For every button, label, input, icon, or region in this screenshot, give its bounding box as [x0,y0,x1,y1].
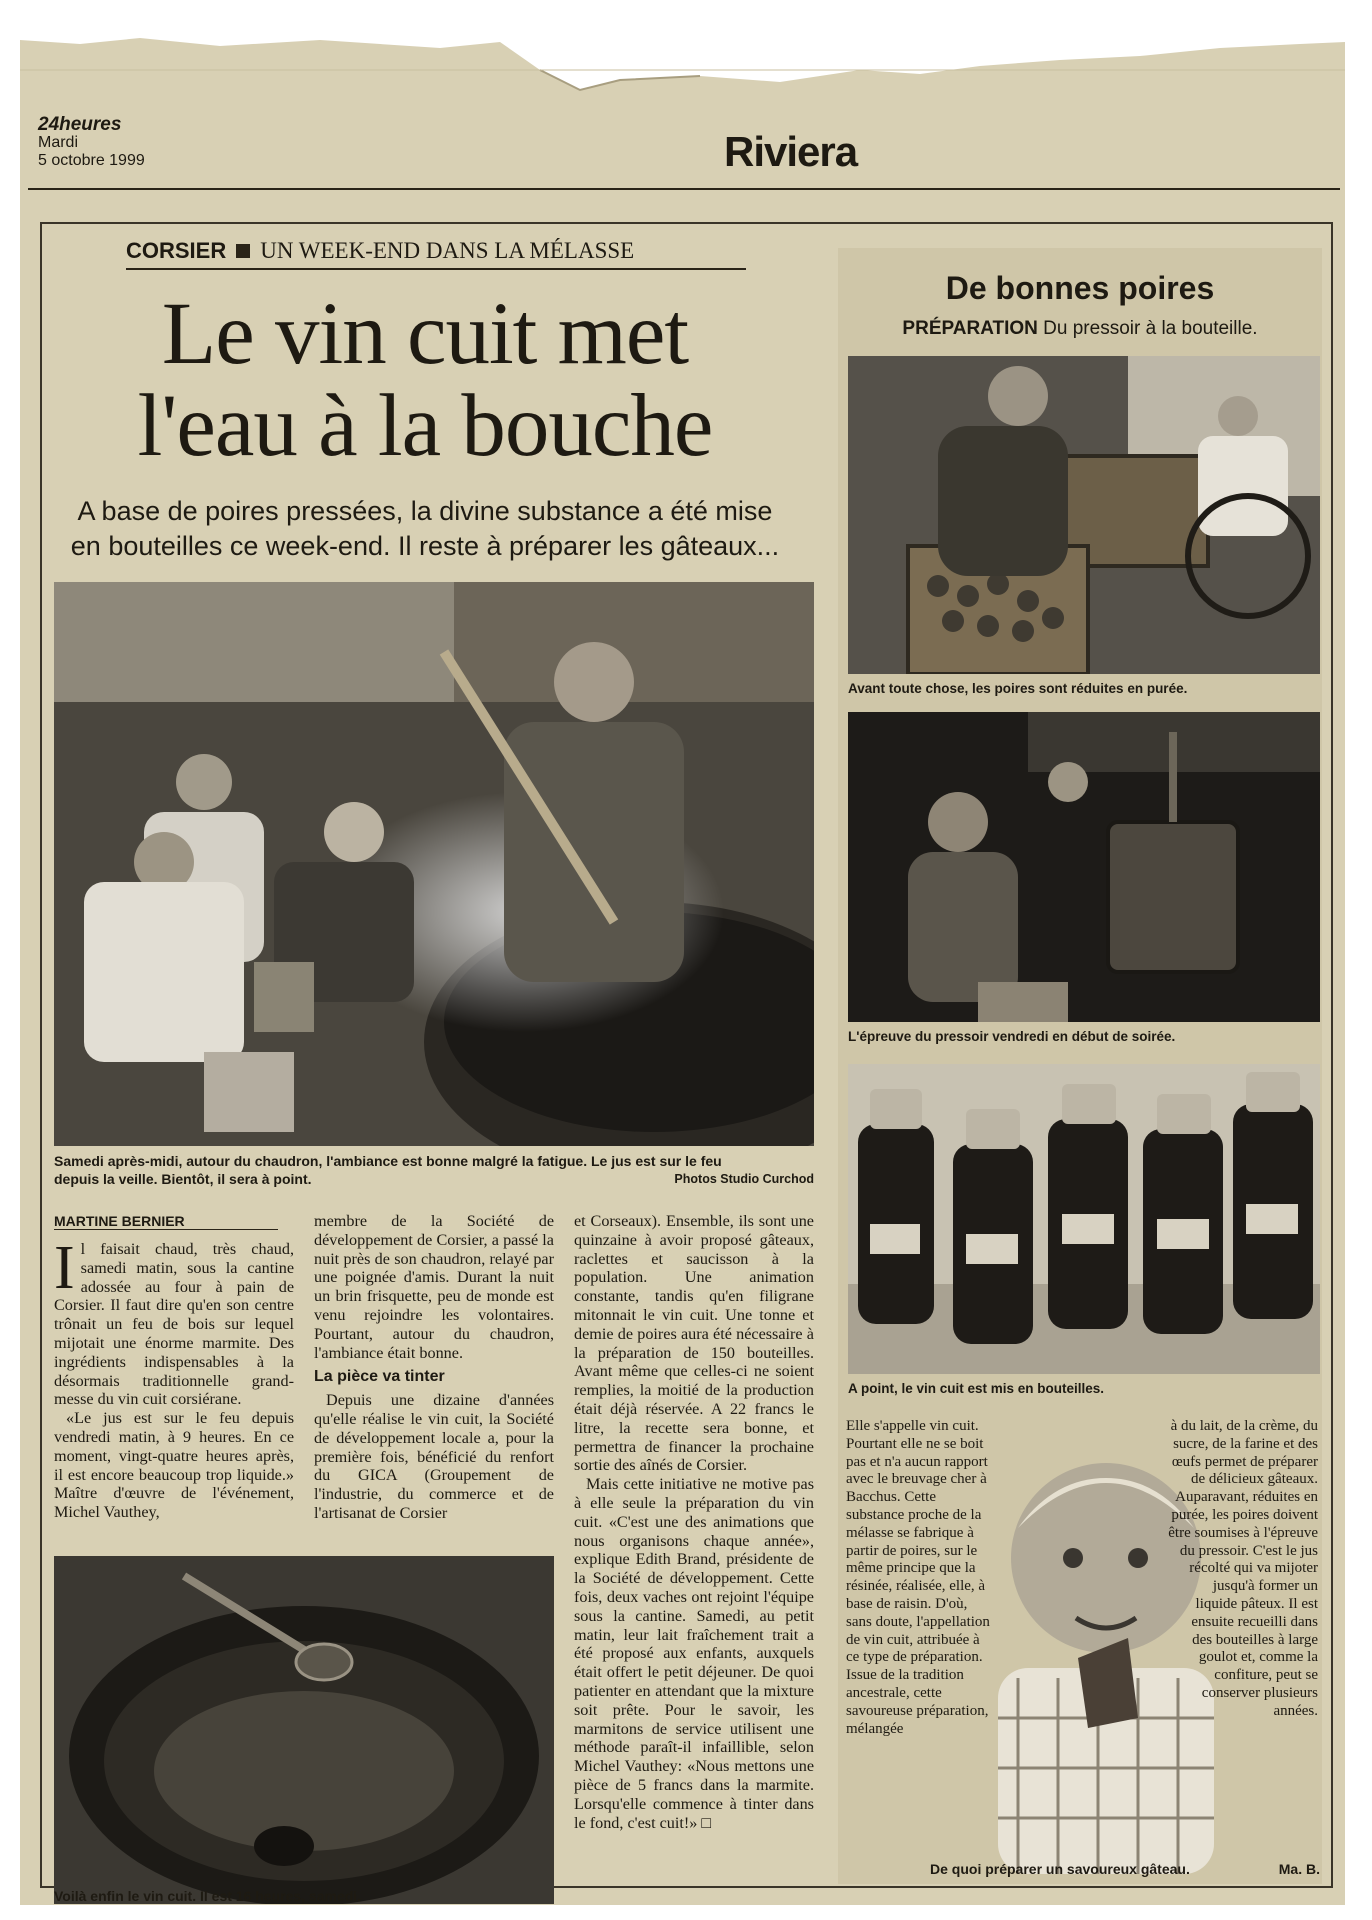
photo-credit: Photos Studio Curchod [674,1172,814,1186]
col3-paragraph-2: Mais cette initiative ne motive pas à elle seule la préparation du vin cuit. «C'est une des animations que nous organisons chaque année», explique Edith Brand, présidente de la Société de développement. Cette fois, deux vaches ont rejoint l'équipe sous la cantine. Samedi, au petit matin, leur lait fraîchement trait a été proposé aux enfants, auxquels était offert le petit déjeuner. De quoi patienter en attendant que la mixture soit prête. Pour le savoir, les marmitons de service utilisent une méthode paraît-il infaillible, selon Michel Vauthey: «Nous mettons une pièce de 5 francs dans la marmite. Lorsqu'elle commence à tinter dans le fond, c'est cuit!» □ [574,1475,814,1832]
masthead-date: 5 octobre 1999 [38,152,145,169]
pot-photo [54,1556,554,1904]
article-column-1 [54,1234,294,1522]
sidebar-left-paragraph: Elle s'appelle vin cuit. Pourtant elle ne se boit pas et n'a aucun rapport avec le breuvage cher à Bacchus. Cette substance proche de la mélasse se fabrique à partir de poires, sur le même principe que la résinée, réalisée, elle, à base de raisin. D'où, sans doute, l'appellation de vin cuit, attribuée à ce type de préparation. Issue de la tradition ancestrale, cette savoureuse préparation, mélangée [846,1418,990,1737]
sidebar-right-paragraph: à du lait, de la crème, du sucre, de la farine et des œufs permet de préparer de délicieux gâteaux. Auparavant, réduites en purée, les poires doivent être soumises à l'épreuve du pressoir. C'est le jus récolté qui va mijoter jusqu'à former un liquide pâteux. Il est ensuite recueilli dans des bouteilles à large goulot et, comme la confiture, peut se conserver plusieurs années. [1168,1418,1318,1719]
sidebar-title: De bonnes poires [945,270,1215,306]
press-caption: Avant toute chose, les poires sont réduites en purée. [848,681,1188,696]
kicker [126,238,746,270]
headline [40,285,810,475]
kicker-place: CORSIER [126,238,227,263]
sidebar-text-right [1168,1418,1318,1721]
headline-line-2: l'eau à la bouche [137,377,713,475]
deck-line-1: A base de poires pressées, la divine substance a été mise [77,496,773,526]
main-caption-line-1: Samedi après-midi, autour du chaudron, l'ambiance est bonne malgré la fatigue. Le jus est sur le feu [54,1153,722,1169]
headline-line-1: Le vin cuit met [161,285,689,383]
bottles-photo [848,1064,1320,1374]
sidebar-text-left [846,1418,996,1738]
main-photo-caption [54,1152,814,1188]
torn-edge [20,30,1345,120]
col1-paragraph-2: «Le jus est sur le feu depuis vendredi matin, à 9 heures. En ce moment, vingt-quatre heures après, il est encore beaucoup trop liquide.» Maître d'œuvre de l'événement, Michel Vauthey, [54,1409,294,1522]
section-title: Riviera [724,128,858,175]
col2-paragraph-1: membre de la Société de développement de Corsier, a passé la nuit près de son chaudron, relayé par une poignée d'amis. Durant la nuit un brin frisquette, peu de monde est venu rejoindre les volontaires. Pourtant, autour du chaudron, l'ambiance était bonne. [314,1212,554,1362]
author-byline: MARTINE BERNIER [54,1213,278,1230]
sidebar-subtitle-text: Du pressoir à la bouteille. [1043,318,1258,339]
masthead-rule [28,188,1340,190]
paper-name: 24heures [38,114,122,135]
kicker-topic: UN WEEK-END DANS LA MÉLASSE [260,238,635,263]
col3-paragraph-1: et Corseaux). Ensemble, ils sont une quinzaine à avoir proposé gâteaux, raclettes et saucisson à la population. Une animation constante, tandis qu'en filigrane mitonnait le vin cuit. Une tonne et demie de poires aura été nécessaire à la préparation de 150 bouteilles. Avant même que celles-ci ne soient remplies, la moitié de la production était déjà réservée. A 22 francs le litre, la recette sera bonne, et permettra de financer la prochaine sortie des aînés de Corsier. [574,1212,814,1475]
pressoir-caption: L'épreuve du pressoir vendredi en début de soirée. [848,1029,1176,1044]
dropcap: I [54,1234,75,1302]
bottles-caption: A point, le vin cuit est mis en bouteilles. [848,1381,1105,1396]
deck [40,494,810,564]
signature: Ma. B. [1278,1861,1320,1877]
masthead-left [38,116,145,170]
pot-caption: Voilà enfin le vin cuit. Il est 16 heures, samedi. [54,1888,362,1904]
subhead: La pièce va tinter [314,1368,445,1386]
main-caption-line-2: depuis la veille. Bientôt, il sera à point. [54,1171,312,1187]
press-photo [848,356,1320,674]
masthead-day: Mardi [38,134,79,151]
col1-paragraph-1: l faisait chaud, très chaud, samedi matin, sous la cantine adossée au four à pain de Corsier. Il faut dire qu'en son centre trônait un feu de bois sur lequel mijotait une énorme marmite. Des ingrédients indispensables à la désormais traditionnelle grand-messe du vin cuit corsiérane. [54,1240,294,1409]
col2-paragraph-2: Depuis une dizaine d'années qu'elle réalise le vin cuit, la Société de développement locale a, pour la première fois, bénéficié du renfort du GICA (Groupement de l'industrie, du commerce et de l'artisanat de Corsier [314,1391,554,1522]
sidebar-kicker: PRÉPARATION [902,318,1038,339]
kicker-square [236,244,250,258]
pressoir-photo [848,712,1320,1022]
article-column-3 [574,1212,814,1832]
main-photo [54,582,814,1146]
article-column-2 [314,1212,554,1523]
sidebar-subtitle [838,318,1322,340]
boy-caption: De quoi préparer un savoureux gâteau. [930,1861,1190,1877]
deck-line-2: en bouteilles ce week-end. Il reste à préparer les gâteaux... [70,531,780,561]
